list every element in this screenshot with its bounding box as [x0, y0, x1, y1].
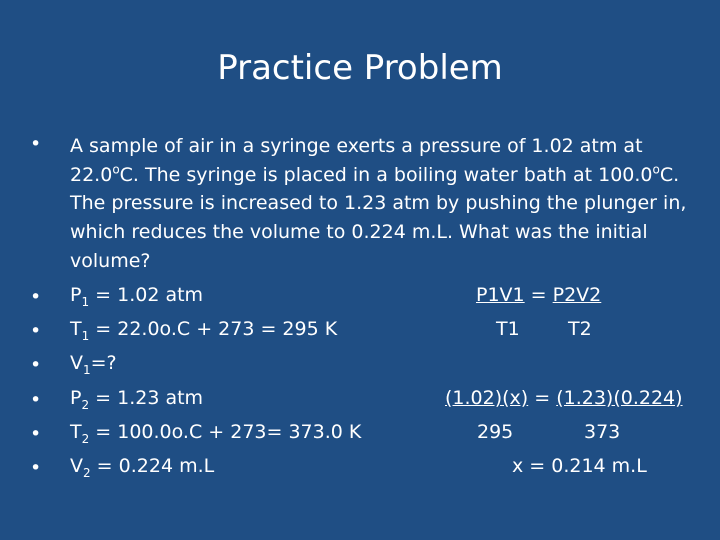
given-p1: $P_1 = 1.02$ atm: [70, 284, 204, 309]
formula-den-t2: T2: [568, 318, 592, 340]
formula-numerator: P1V1 = P2V2: [476, 284, 602, 306]
given-v1: $V_1=$?: [70, 352, 117, 377]
slide: Practice Problem • A sample of air in a syringe exerts a pressure of 1.02 atm at 22.0$^o$C. The syringe is placed in a boiling water bath at 100.0$^o$C. The pressure is increased to 1.23 atm by pushing the plunger in, which reduces the volume to 0.224 m.L. What was the initial volume? • $P_1 = 1.02$ atm • $T_1 = 22.0o.C + 273 = 295$ K • $V_1=$? • $P_2 = 1.23$ atm • $T_2 = 100.0o.C + 273= 373.0$ K • $V_2 = 0.224$ m.L P1V1 = P2V2 T1 T2 (1.02)(x) = (1.23)(0.224) 295 373 x = 0.214 m.L: [0, 0, 720, 540]
substituted-den-373: 373: [584, 421, 621, 443]
given-t2: $T_2 = 100.0o.C + 273= 373.0$ K: [70, 421, 362, 446]
given-p2: $P_2 = 1.23$ atm: [70, 387, 204, 412]
formula-den-t1: T1: [496, 318, 520, 340]
answer: x = 0.214 m.L: [512, 455, 647, 477]
problem-statement: A sample of air in a syringe exerts a pressure of 1.02 atm at 22.0$^o$C. The syringe is placed in a boiling water bath at 100.0$^o$C. The pressure is increased to 1.23 atm by pushing the plunger in, which reduces the volume to 0.224 m.L. What was the initial volume?: [70, 135, 687, 272]
given-v2: $V_2 = 0.224$ m.L: [70, 455, 215, 480]
given-t1: $T_1 = 22.0o.C + 273 = 295$ K: [70, 318, 338, 343]
substituted-den-295: 295: [477, 421, 514, 443]
substituted-numerator: (1.02)(x) = (1.23)(0.224): [445, 387, 683, 409]
slide-title: Practice Problem: [217, 48, 503, 88]
